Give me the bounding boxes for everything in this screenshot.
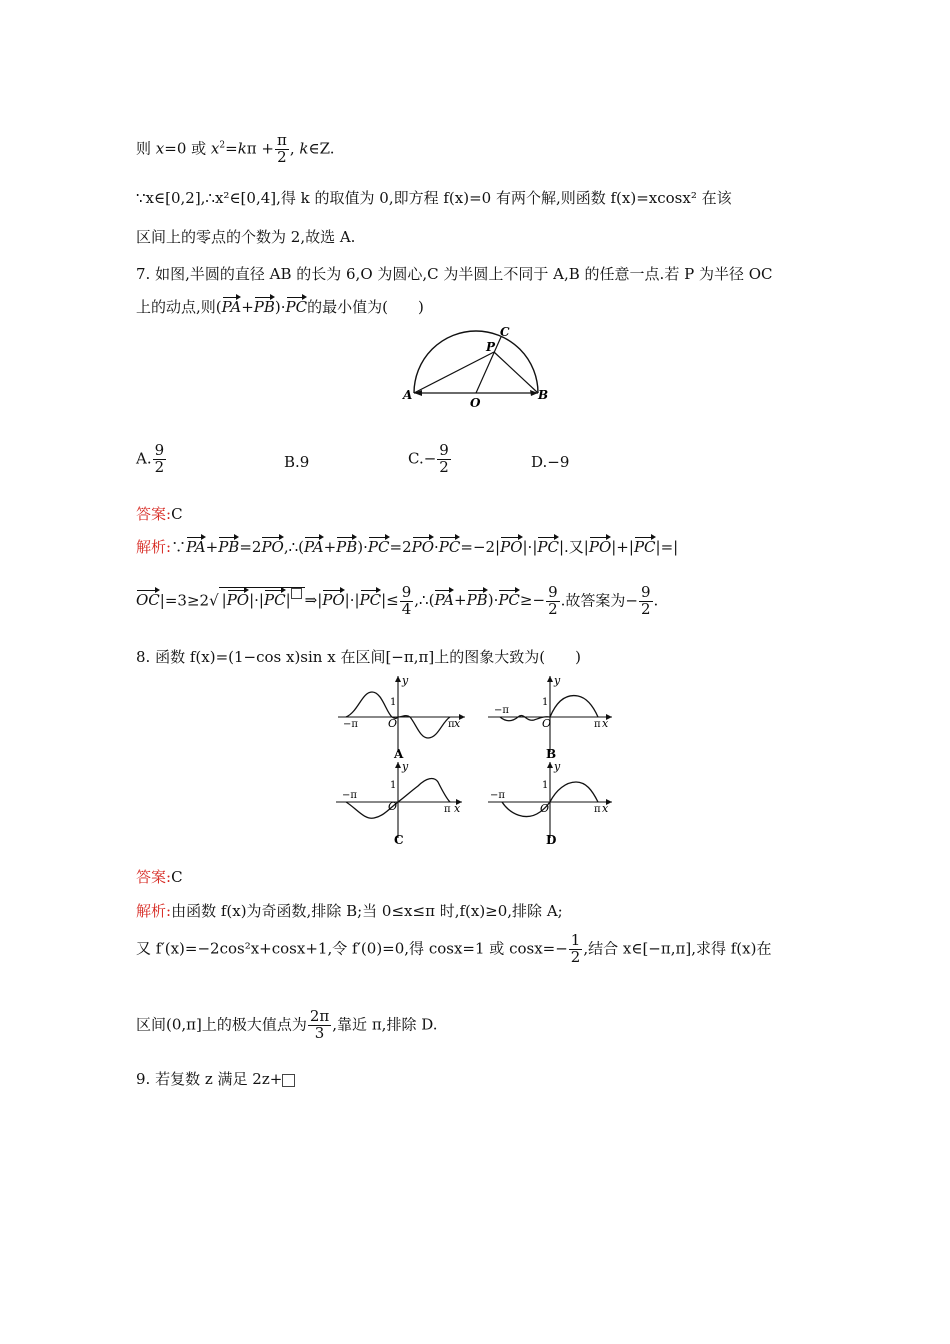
prev-solution-line3: 区间上的零点的个数为 2,故选 A. [136,228,356,246]
graph-D [488,760,612,847]
q7-option-a[interactable]: A. $\frac{9}{2}$ [136,441,165,476]
svg-text:−π: −π [494,705,509,716]
svg-text:O: O [542,717,552,730]
q7-analysis-line1: 解析:∵PA+PB=2PO,∴(PA+PB)·PC=2PO·PC=−2|PO|·|PC|.又|PO|+|PC|=| [136,535,678,557]
label-A: A [403,388,413,402]
q8-graphs [330,672,620,850]
q7-answer: 答案:C [136,505,183,523]
label-B: B [538,388,549,402]
svg-text:B: B [546,747,557,761]
fraction-pi-2: $\frac{\pi}{2}$ [276,131,287,166]
graph-B [488,674,612,761]
svg-text:1: 1 [542,697,549,708]
label-O: O [470,396,481,408]
q8-analysis-line2: 又 f′(x)=−2cos²x+cosx+1,令 f′(0)=0,得 cosx=1 或 cosx=− $\frac{1}{2}$ ,结合 x∈[−π,π],求得 f(x)在 [136,931,772,966]
svg-text:π: π [594,804,601,815]
svg-text:A: A [394,747,404,761]
svg-text:y: y [554,674,561,687]
svg-text:−π: −π [490,790,505,801]
label-C: C [500,325,510,339]
svg-text:O: O [388,717,398,730]
prev-solution-line1: 则 x=0 或 $x^2=k\pi$ + $\frac{\pi}{2}$ , k∈Z. [136,131,335,166]
semicircle-figure [398,320,558,408]
svg-text:π: π [448,719,455,730]
svg-text:x: x [454,717,461,730]
svg-text:x: x [454,802,461,815]
graph-A [338,674,465,761]
svg-text:y: y [402,674,409,687]
svg-text:1: 1 [390,697,397,708]
q7-option-d[interactable]: D.−9 [531,453,570,471]
q7-stem-line2: 上的动点,则(PA+PB)·PC的最小值为( ) [136,295,424,317]
svg-text:y: y [554,760,561,773]
svg-text:π: π [594,719,601,730]
graph-C [336,760,462,847]
q7-option-b[interactable]: B.9 [284,453,310,471]
q8-answer: 答案:C [136,868,183,886]
q9-stem: 9. 若复数 z 满足 2z+ [136,1068,295,1089]
q8-analysis-line3: 区间(0,π]上的极大值点为 $\frac{2\pi}{3}$ ,靠近 π,排除 D. [136,1007,438,1042]
svg-text:x: x [602,717,609,730]
svg-text:−π: −π [342,790,357,801]
svg-text:D: D [546,833,557,847]
svg-text:−π: −π [343,719,358,730]
q7-stem-line1: 7. 如图,半圆的直径 AB 的长为 6,O 为圆心,C 为半圆上不同于 A,B 的任意一点.若 P 为半径 OC [136,265,773,283]
svg-text:π: π [444,804,451,815]
q8-stem: 8. 函数 f(x)=(1−cos x)sin x 在区间[−π,π]上的图象大致为( ) [136,648,581,666]
svg-text:y: y [402,760,409,773]
svg-text:x: x [602,802,609,815]
svg-text:C: C [394,833,404,847]
prev-solution-line2: ∵x∈[0,2],∴x²∈[0,4],得 k 的取值为 0,即方程 f(x)=0 有两个解,则函数 f(x)=xcosx² 在该 [136,189,732,207]
q7-analysis-line2: OC|=3≥2√ |PO|·|PC| ⇒|PO|·|PC|≤ $\frac{9}{4}$ ,∴(PA+PB)·PC≥− $\frac{9}{2}$ .故答案为− $\frac{9}{2}$ . [136,583,659,618]
label-P: P [486,340,496,354]
svg-text:O: O [540,802,550,815]
svg-text:1: 1 [390,780,397,791]
q7-option-c[interactable]: C.− $\frac{9}{2}$ [408,441,449,476]
svg-text:1: 1 [542,780,549,791]
q8-analysis-line1: 解析:由函数 f(x)为奇函数,排除 B;当 0≤x≤π 时,f(x)≥0,排除 A; [136,902,563,920]
svg-text:O: O [388,800,398,813]
